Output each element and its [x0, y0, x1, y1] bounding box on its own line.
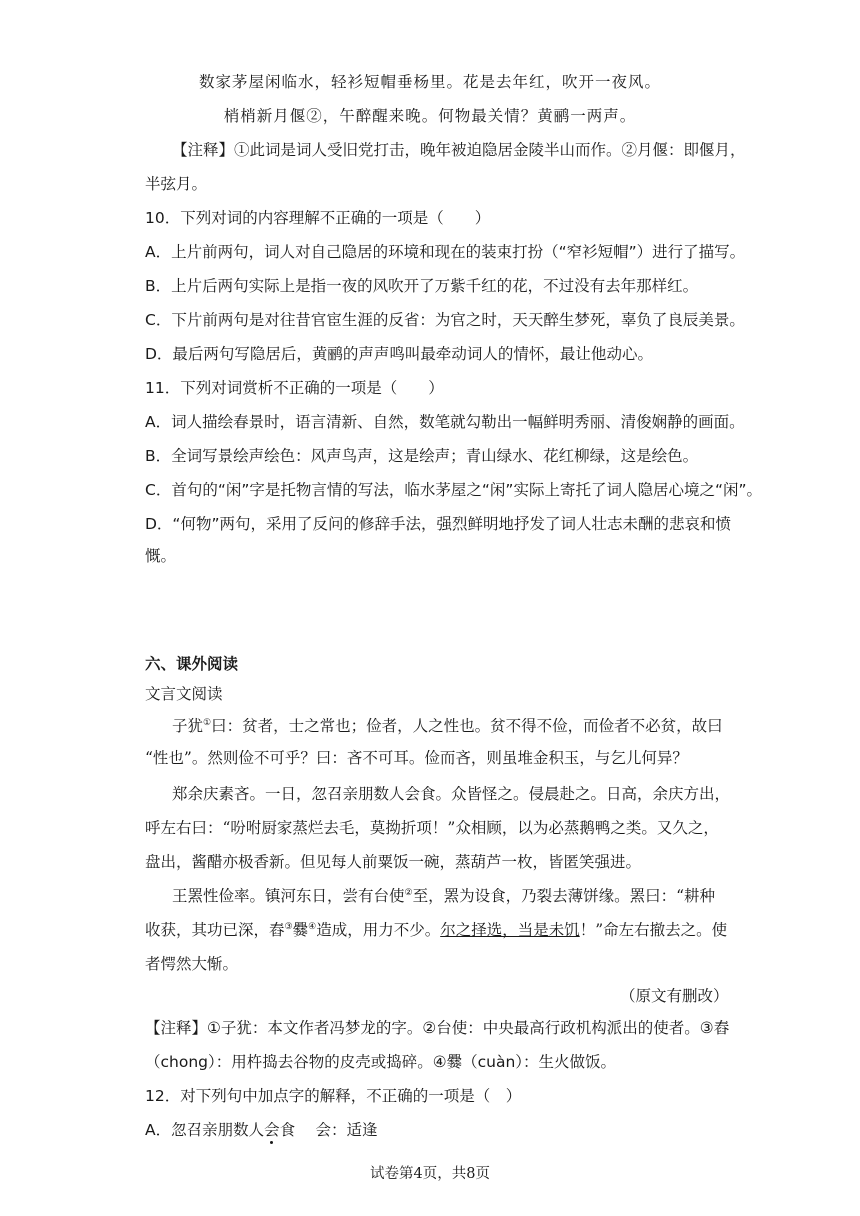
passage-note-line-1: 【注释】①子犹：本文作者冯梦龙的字。②台使：中央最高行政机构派出的使者。③舂 [145, 1019, 730, 1037]
underlined-sentence: 尔之择选，当是未饥 [440, 921, 580, 939]
section-subtitle: 文言文阅读 [145, 685, 223, 703]
passage-p3-line-3: 者愕然大惭。 [145, 955, 239, 973]
option-text: A．忽召亲朋数人 [145, 1121, 265, 1139]
question-11-stem: 11．下列对词赏析不正确的一项是（ ） [145, 379, 444, 397]
footnote-marker: ① [203, 717, 212, 728]
footnote-marker: ③ [284, 921, 293, 932]
page-footer: 试卷第4页，共8页 [370, 1166, 490, 1182]
passage-text: 收获，其功已深，舂 [145, 921, 285, 939]
poem-note-line-2: 半弦月。 [145, 175, 208, 193]
emphasis-dot-char: 会 [264, 1121, 280, 1139]
poem-line-2: 梢梢新月偃②，午醉醒来晚。何物最关情？黄鹂一两声。 [223, 107, 637, 125]
passage-text: 至，罴为设食，乃裂去薄饼缘。罴曰：“耕种 [412, 887, 716, 905]
passage-note-line-2: （chong）：用杵捣去谷物的皮壳或捣碎。④爨（cuàn）：生火做饭。 [145, 1053, 617, 1071]
section-title: 六、课外阅读 [145, 655, 239, 673]
passage-p3-line-2 [145, 920, 727, 940]
footnote-marker: ② [404, 887, 413, 898]
poem-note-line-1: 【注释】①此词是词人受旧党打击，晚年被迫隐居金陵半山而作。②月偃：即偃月， [172, 141, 746, 159]
passage-text: 子犹 [172, 717, 204, 735]
question-10-stem: 10．下列对词的内容理解不正确的一项是（ ） [145, 209, 491, 227]
passage-p1-line-1 [172, 716, 723, 736]
passage-text: 爨 [292, 921, 309, 939]
passage-p2-line-2: 呼左右曰：“吩咐厨家蒸烂去毛，莫拗折项！”众相顾，以为必蒸鹅鸭之类。又久之， [145, 819, 719, 837]
passage-p2-line-3: 盘出，酱醋亦极香新。但见每人前粟饭一碗，蒸葫芦一枚，皆匿笑强进。 [145, 853, 642, 871]
question-11-option-b: B．全词写景绘声绘色：风声鸟声，这是绘声；青山绿水、花红柳绿，这是绘色。 [145, 447, 699, 465]
passage-text: 王罴性俭率。镇河东日，尝有台使 [172, 887, 405, 905]
passage-p1-line-2: “性也”。然则俭不可乎？曰：吝不可耳。俭而吝，则虽堆金积玉，与乞儿何异？ [145, 749, 688, 767]
poem-line-1: 数家茅屋闲临水，轻衫短帽垂杨里。花是去年红，吹开一夜风。 [198, 73, 661, 91]
question-12-option-a [145, 1120, 378, 1140]
question-10-option-d: D．最后两句写隐居后，黄鹂的声声鸣叫最牵动词人的情怀，最让他动心。 [145, 345, 653, 363]
passage-text: 曰：贫者，士之常也；俭者，人之性也。贫不得不俭，而俭者不必贫，故曰 [211, 717, 723, 735]
question-11-option-d-line-2: 慨。 [145, 547, 177, 565]
question-11-option-c: C．首句的“闲”字是托物言情的写法，临水茅屋之“闲”实际上寄托了词人隐居心境之“闲”。 [145, 481, 763, 499]
passage-p2-line-1: 郑余庆素吝。一日，忽召亲朋数人会食。众皆怪之。侵晨赴之。日高，余庆方出， [172, 785, 731, 803]
passage-source-note: （原文有删改） [620, 987, 729, 1005]
passage-text: ！”命左右撤去之。使 [579, 921, 728, 939]
question-10-option-a: A．上片前两句，词人对自己隐居的环境和现在的装束打扮（“窄衫短帽”）进行了描写。 [145, 243, 746, 261]
question-11-option-d-line-1: D．“何物”两句，采用了反问的修辞手法，强烈鲜明地抒发了词人壮志未酬的悲哀和愤 [145, 515, 731, 533]
option-text: 食 会：适逢 [279, 1121, 378, 1139]
question-11-option-a: A．词人描绘春景时，语言清新、自然，数笔就勾勒出一幅鲜明秀丽、清俊娴静的画面。 [145, 413, 745, 431]
passage-p3-line-1 [172, 886, 715, 906]
passage-text: 造成，用力不少。 [316, 921, 441, 939]
question-12-stem: 12．对下列句中加点字的解释，不正确的一项是（ ） [145, 1087, 522, 1105]
footnote-marker: ④ [308, 921, 317, 932]
question-10-option-b: B．上片后两句实际上是指一夜的风吹开了万紫千红的花，不过没有去年那样红。 [145, 277, 699, 295]
question-10-option-c: C．下片前两句是对往昔官宦生涯的反省：为官之时，天天醉生梦死，辜负了良辰美景。 [145, 311, 745, 329]
